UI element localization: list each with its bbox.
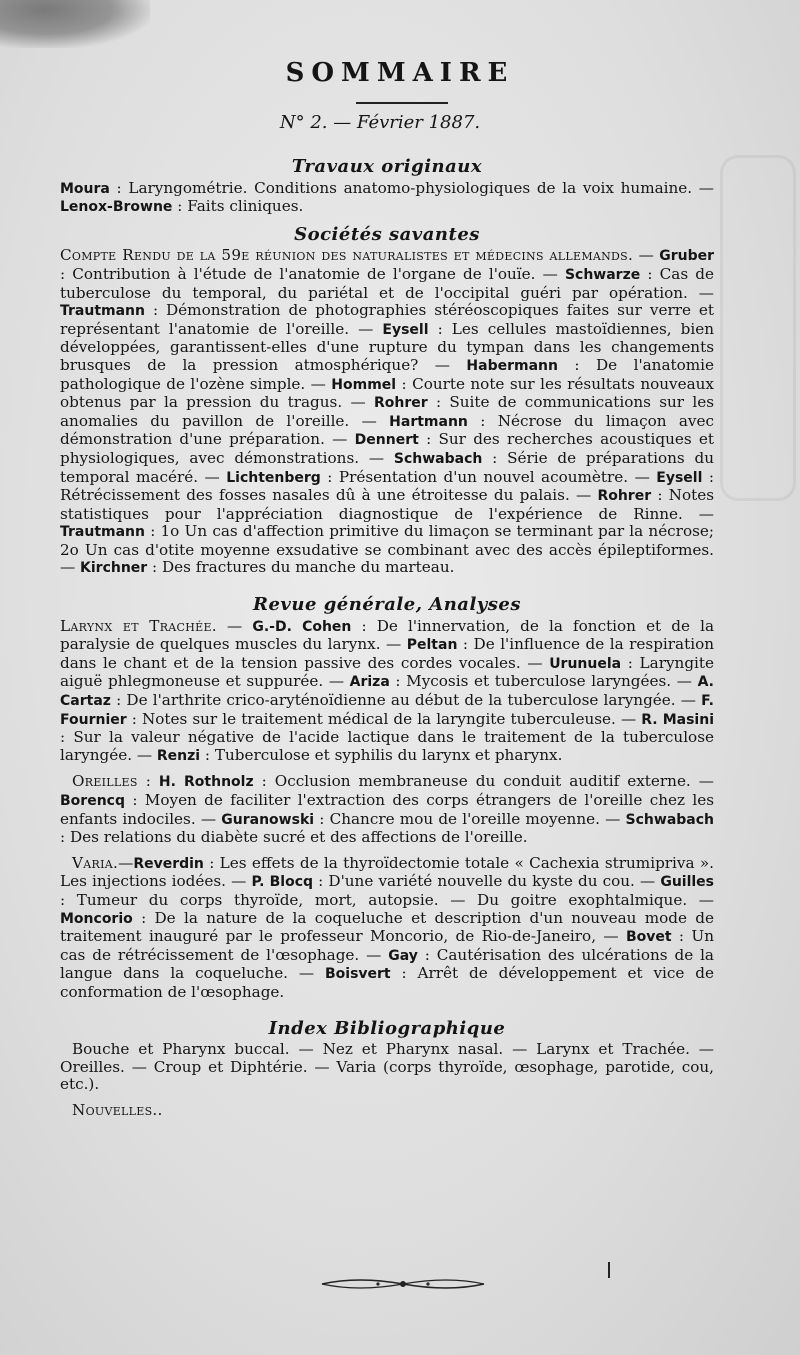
entry-text: : Des fractures du manche du marteau. [147, 558, 455, 577]
author-name: Hartmann [389, 413, 468, 430]
author-name: G.-D. Cohen [252, 618, 352, 635]
entry-text: : Tuberculose et syphilis du larynx et pharynx. [200, 745, 563, 764]
author-name: Guranowski [221, 811, 315, 828]
entry-text: : De l'anatomie pathologique de l'ozène simple. — [60, 355, 714, 393]
author-name: Urunuela [549, 655, 622, 672]
section-body-index [60, 1041, 714, 1094]
issue-line: N° 2. — Février 1887. [279, 112, 481, 133]
entry-text: : [137, 772, 159, 791]
ink-stain [0, 0, 150, 48]
author-name: Rohrer [373, 395, 428, 412]
author-name: Reverdin [133, 855, 204, 872]
entry-text: : Présentation d'un nouvel acoumètre. — [320, 467, 657, 486]
rubric-label: Larynx et Trachée. [60, 616, 217, 635]
author-name: Guilles [660, 874, 715, 891]
bleed-through-frame [720, 155, 796, 501]
author-name: Gay [388, 947, 418, 964]
entry-text: : Mycosis et tuberculose laryngées. — [389, 672, 698, 691]
section-heading-societes: Sociétés savantes [294, 223, 480, 245]
entry-text: : De l'influence de la respiration dans le chant et de la tension passive des cordes vocales. — [60, 635, 714, 672]
section-heading-revue: Revue générale, Analyses [253, 594, 521, 616]
author-name: R. Masini [641, 711, 715, 728]
entry-text: — [118, 853, 134, 872]
author-name: F. Fournier [60, 693, 714, 728]
author-name: Ariza [349, 674, 390, 691]
entry-text: : 1o Un cas d'affection primitive du limaçon se terminant par la nécrose; 2o Un cas d'otite moyenne exsudative se combinant avec des accès épileptiformes. — [60, 522, 714, 577]
author-name: Trautmann [60, 303, 145, 320]
section-body-travaux [60, 180, 714, 217]
entry-text: : Notes sur le traitement médical de la laryngite tuberculeuse. — [126, 709, 642, 728]
title-rule [356, 102, 448, 104]
entry-text: : Faits cliniques. [172, 197, 304, 216]
author-name: Schwabach [625, 811, 714, 828]
nouvelles-entry [60, 1102, 714, 1120]
author-name: Dennert [354, 432, 419, 449]
author-name: Eysell [656, 469, 703, 486]
entry-text: : Moyen de faciliter l'extraction des corps étrangers de l'oreille chez les enfants indociles. — [60, 791, 714, 828]
entry-text: : Un cas de rétrécissement de l'œsophage. — [60, 927, 714, 964]
section-heading-index: Index Bibliographique [268, 1017, 506, 1039]
entry-text: : D'une variété nouvelle du kyste du cou. — [313, 872, 661, 891]
entry-text: : Chancre mou de l'oreille moyenne. — [314, 809, 626, 828]
author-name: Trautmann [60, 524, 145, 541]
rubric-label: Compte Rendu de la 59e réunion des naturalistes et médecins allemands. [60, 246, 634, 265]
author-name: Kirchner [80, 560, 148, 577]
author-name: Schwabach [393, 450, 483, 467]
author-name: Moncorio [60, 910, 133, 927]
author-name: Schwarze [564, 266, 641, 283]
margin-mark [608, 1262, 610, 1278]
entry-text: : Sur des recherches acoustiques et physiologiques, avec démonstrations. — [60, 430, 714, 467]
author-name: Lenox-Browne [60, 199, 173, 216]
entry-text: : Arrêt de développement et vice de conformation de l'œsophage. [60, 964, 714, 1001]
author-name: Habermann [466, 357, 558, 374]
revue-oreilles-entry [60, 773, 714, 846]
entry-text: Bouche et Pharynx buccal. — Nez et Pharynx nasal. — Larynx et Trachée. — Oreilles. — Croup et Diphtérie. — Varia (corps thyroïde, œsophage, parotide, cou, etc.). [60, 1040, 714, 1094]
author-name: Borencq [60, 793, 125, 809]
entry-text: : Série de préparations du temporal macéré. — [60, 448, 714, 486]
author-name: Rohrer [597, 488, 652, 505]
page-title: SOMMAIRE [285, 58, 515, 88]
entry-text: : Occlusion membraneuse du conduit auditif externe. — [253, 772, 714, 791]
entry-text: : Nécrose du limaçon avec démonstration d'une préparation. — [60, 411, 714, 449]
rubric-label: Varia. [72, 853, 119, 872]
author-name: Moura [60, 180, 110, 197]
entry-text: : Les cellules mastoïdiennes, bien développées, garantissent-elles d'une rupture du tympan dans les changements brusques de la pression atmosphérique? — [60, 319, 714, 374]
section-body-societes [60, 247, 714, 578]
entry-text: : Des relations du diabète sucré et des affections de l'oreille. [60, 828, 528, 847]
entry-text: : Les effets de la thyroïdectomie totale « Cachexia strumipriva ». Les injections iodées. — [60, 853, 714, 891]
author-name: Renzi [156, 747, 201, 764]
entry-text: : Contribution à l'étude de l'anatomie de l'organe de l'ouïe. — [60, 264, 565, 283]
entry-text: : Cautérisation des ulcérations de la langue dans la coqueluche. — [60, 945, 714, 983]
entry-text: : De l'innervation, de la fonction et de la paralysie de quelques muscles du larynx. — [60, 616, 714, 654]
entry-text: : Suite de communications sur les anomalies du pavillon de l'oreille. — [60, 393, 715, 430]
entry-text: : Rétrécissement des fosses nasales dû à une étroitesse du palais. — [60, 467, 714, 505]
author-name: Eysell [382, 321, 429, 338]
author-name: Gruber [659, 248, 715, 265]
entry-text: : Démonstration de photographies stéréoscopiques faites sur verre et représentant l'anatomie de l'oreille. — [60, 301, 714, 338]
entry-text: — [216, 616, 253, 635]
entry-text: : De la nature de la coqueluche et description d'un nouveau mode de traitement inauguré par le professeur Moncorio, de Rio-de-Janeiro, — [60, 908, 714, 946]
entry-text: : Laryngite aiguë phlegmoneuse et suppurée. — [60, 653, 714, 691]
author-name: Hommel [331, 376, 397, 393]
revue-varia-entry [60, 855, 714, 1002]
entry-text: : Notes statistiques pour l'appréciation diagnostique de l'expérience de Rinne. — [60, 486, 714, 523]
author-name: A. Cartaz [60, 674, 714, 710]
entry-text: : De l'arthrite crico-aryténoïdienne au début de la tuberculose laryngée. — [110, 691, 702, 710]
author-name: Lichtenberg [226, 469, 321, 486]
author-name: P. Blocq [251, 874, 314, 891]
author-name: Bovet [625, 929, 672, 946]
rubric-label: Nouvelles.. [72, 1100, 163, 1119]
entry-text: — [633, 246, 660, 265]
entry-text: : Cas de tuberculose du temporal, du pariétal et de l'occipital guéri par opération. — [60, 264, 714, 302]
entry-text: : Tumeur du corps thyroïde, mort, autopsie. — Du goitre exophtalmique. — [60, 890, 714, 909]
author-name: Boisvert [324, 966, 391, 983]
section-heading-travaux: Travaux originaux [291, 156, 483, 177]
table-of-contents [60, 158, 714, 1120]
revue-larynx-entry [60, 618, 714, 766]
entry-text: : Sur la valeur négative de l'acide lactique dans le traitement de la tuberculose laryngée. — [60, 728, 714, 764]
entry-text: : Courte note sur les résultats nouveaux obtenus par la pression du tragus. — [60, 374, 715, 412]
end-ornament [318, 1272, 488, 1296]
rubric-label: Oreilles [72, 772, 138, 791]
entry-text: : Laryngométrie. Conditions anatomo-physiologiques de la voix humaine. — [109, 178, 714, 197]
author-name: H. Rothnolz [158, 774, 254, 791]
author-name: Peltan [406, 637, 458, 654]
